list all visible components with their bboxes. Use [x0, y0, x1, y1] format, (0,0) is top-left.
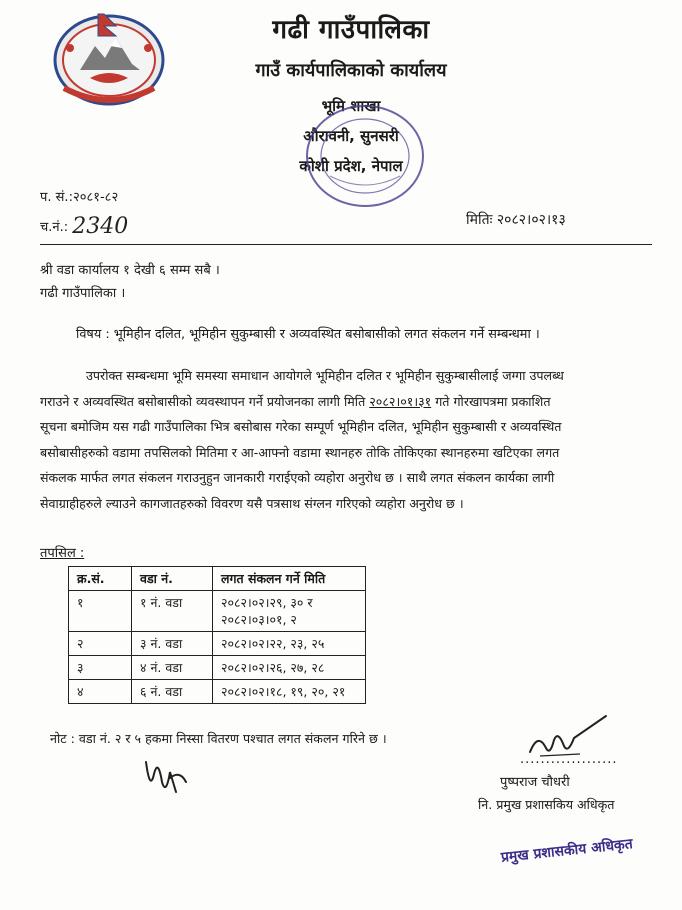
cell-date: २०८२।०२।१८, १९, २०, २१ — [213, 680, 366, 704]
body-line-3: सूचना बमोजिम यस गढी गाउँपालिका भित्र बसोबास गरेका सम्पूर्ण भूमिहीन दलित, भूमिहीन सुकुम्बासी र अव्यवस्थित — [40, 419, 562, 434]
table-row — [69, 656, 366, 680]
tapsil-label: तपसिल : — [40, 546, 85, 561]
province-line: कोशी प्रदेश, नेपाल — [299, 157, 403, 175]
patra-value: २०८१-८२ — [72, 190, 119, 205]
body-paragraph — [40, 363, 644, 516]
table-row — [69, 632, 366, 656]
addressee-line-1: श्री वडा कार्यालय १ देखी ६ सम्म सबै । — [40, 263, 220, 278]
office-title: गढी गाउँपालिका — [272, 15, 430, 45]
address-line: औरावनी, सुनसरी — [303, 127, 399, 145]
note-line: नोट : वडा नं. २ र ५ हकमा निस्सा वितरण पश्चात लगत संकलन गरिने छ । — [50, 731, 387, 746]
date-block — [466, 210, 566, 229]
date-value: २०८२।०२।१३ — [496, 212, 566, 228]
cell-ward: ४ नं. वडा — [132, 656, 213, 680]
cell-ward: ६ नं. वडा — [132, 680, 213, 704]
addressee-line-2: गढी गाउँपालिका । — [40, 286, 126, 301]
cell-ward: १ नं. वडा — [132, 591, 213, 632]
branch-line: भूमि शाखा — [321, 97, 381, 115]
signatory-name: पुष्पराज चौधरी — [500, 775, 570, 790]
signature-dots: ................... — [520, 752, 618, 767]
chalani-label: च.नं.: — [40, 220, 69, 235]
office-subtitle: गाउँ कार्यपालिकाको कार्यालय — [255, 60, 447, 81]
header-ward: वडा नं. — [132, 567, 213, 591]
cell-ward: ३ नं. वडा — [132, 632, 213, 656]
body-line-4: बसोबासीहरुको वडामा तपसिलको मितिमा र आ-आफ्नो वडामा स्थानहरु तोकि तोकिएका स्थानहरुमा खटिएका लगत — [40, 444, 560, 460]
cell-date: २०८२।०२।२६, २७, २८ — [213, 656, 366, 680]
subject-line: विषय : भूमिहीन दलित, भूमिहीन सुकुम्बासी र अव्यवस्थित बसोबासीको लगत संकलन गर्ने सम्बन्धमा । — [76, 327, 540, 342]
schedule-table — [68, 566, 366, 704]
initials-signature — [140, 752, 190, 800]
patra-sankhya — [40, 187, 118, 205]
cell-sn: ३ — [69, 656, 132, 680]
cell-date: २०८२।०२।२९, ३० र २०८२।०३।०१, २ — [213, 591, 366, 632]
header-date: लगत संकलन गर्ने मिति — [213, 567, 366, 591]
designation-stamp: प्रमुख प्रशासकीय अधिकृत — [500, 836, 634, 866]
date-label: मितिः — [466, 212, 493, 228]
table-row — [69, 680, 366, 704]
cell-date: २०८२।०२।२२, २३, २५ — [213, 632, 366, 656]
signatory-title: नि. प्रमुख प्रशासकिय अधिकृत — [478, 797, 615, 812]
body-line-1: उपरोक्त सम्बन्धमा भूमि समस्या समाधान आयोगले भूमिहीन दलित र भूमिहीन सुकुम्बासीलाई जग्गा उपलब्ध — [86, 368, 564, 383]
body-line-2: गराउने र अव्यवस्थित बसोबासीको व्यवस्थापन गर्ने प्रयोजनका लागी मिति २०८२।०१।३१ गते गोरखापत्रमा प्रकाशित — [40, 393, 551, 409]
header-divider — [40, 244, 652, 245]
body-line-6: सेवाग्राहीहरुले ल्याउने कागजातहरुको विवरण यसै पत्रसाथ संग्लन गरिएको व्यहोरा अनुरोध छ । — [40, 495, 464, 511]
cell-sn: ४ — [69, 680, 132, 704]
gazette-date: २०८२।०१।३१ — [369, 393, 432, 409]
chalani-value: 2340 — [72, 214, 129, 239]
table-row — [69, 591, 366, 632]
body-line-5: संकलक मार्फत लगत संकलन गराउनुहुन जानकारी गराईएको व्यहोरा अनुरोध छ । साथै लगत संकलन कार्यका लागी — [40, 470, 555, 485]
chalani-number — [40, 212, 128, 237]
cell-sn: १ — [69, 591, 132, 632]
table-header-row — [69, 567, 366, 591]
cell-sn: २ — [69, 632, 132, 656]
header-sn: क्र.सं. — [69, 567, 132, 591]
patra-label: प. सं.: — [40, 190, 73, 205]
